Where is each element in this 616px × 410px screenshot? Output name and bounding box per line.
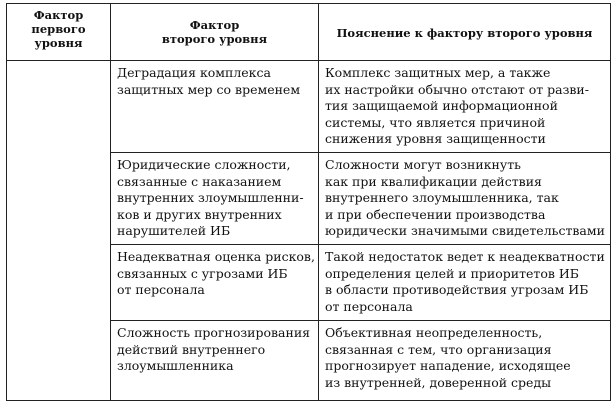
cell-line: Сложности могут возникнуть [325, 157, 521, 172]
header-second-level-factor [111, 4, 319, 61]
cell-line: связанная с тем, что организация [325, 341, 552, 357]
cell-line: прогнозирует нападение, исходящее [325, 358, 571, 374]
cell-line: от персонала [325, 298, 413, 314]
cell-line: системы, что является причиной [325, 114, 546, 130]
header-col3-line: Пояснение к фактору второго уровня [336, 26, 593, 40]
second-level-factor-cell [111, 153, 319, 245]
header-col1-line: первого [31, 22, 86, 36]
second-level-factor-cell [111, 61, 319, 153]
cell-line: в области противодействия угрозам ИБ [325, 282, 589, 298]
second-level-factor-cell [111, 245, 319, 321]
cell-line: из внутренней, доверенной среды [325, 374, 552, 390]
factors-table [6, 3, 611, 401]
header-col1-line: Фактор [33, 8, 84, 22]
cell-line: Неадекватная оценка рисков, [117, 249, 315, 264]
cell-line: Комплекс защитных мер, а также [325, 65, 551, 80]
explanation-cell [319, 245, 611, 321]
cell-line: внутренних злоумышленни- [117, 190, 304, 206]
explanation-cell [319, 153, 611, 245]
cell-line: Сложность прогнозирования [117, 325, 311, 340]
cell-line: от персонала [117, 282, 205, 298]
cell-line: Объективная неопределенность, [325, 325, 543, 340]
header-col2-line: второго уровня [161, 32, 268, 46]
cell-line: злоумышленника [117, 358, 234, 374]
cell-line: тия защищаемой информационной [325, 98, 558, 114]
table-row [7, 61, 611, 153]
cell-line: связанных с угрозами ИБ [117, 265, 288, 281]
cell-line: Юридические сложности, [117, 157, 291, 172]
cell-line: Деградация комплекса [117, 65, 271, 80]
first-level-factor-cell [7, 61, 111, 401]
header-explanation [319, 4, 611, 61]
header-col2-line: Фактор [189, 18, 240, 32]
second-level-factor-cell [111, 321, 319, 401]
cell-line: внутреннего злоумышленника, так [325, 190, 559, 206]
cell-line: снижения уровня защищенности [325, 131, 546, 147]
header-col1-line: уровня [34, 36, 83, 50]
cell-line: ков и других внутренних [117, 206, 282, 222]
explanation-cell [319, 321, 611, 401]
cell-line: связанные с наказанием [117, 173, 282, 189]
cell-line: и при обеспечении производства [325, 206, 546, 222]
cell-line: Такой недостаток ведет к неадекватности [325, 249, 605, 264]
cell-line: определения целей и приоритетов ИБ [325, 265, 579, 281]
cell-line: их настройки обычно отстают от разви- [325, 81, 589, 97]
cell-line: защитных мер со временем [117, 81, 301, 97]
cell-line: нарушителей ИБ [117, 223, 231, 239]
header-first-level-factor [7, 4, 111, 61]
cell-line: как при квалификации действия [325, 173, 542, 189]
table-header-row [7, 4, 611, 61]
explanation-cell [319, 61, 611, 153]
cell-line: юридически значимыми свидетельствами [325, 223, 605, 239]
cell-line: действий внутреннего [117, 341, 266, 357]
